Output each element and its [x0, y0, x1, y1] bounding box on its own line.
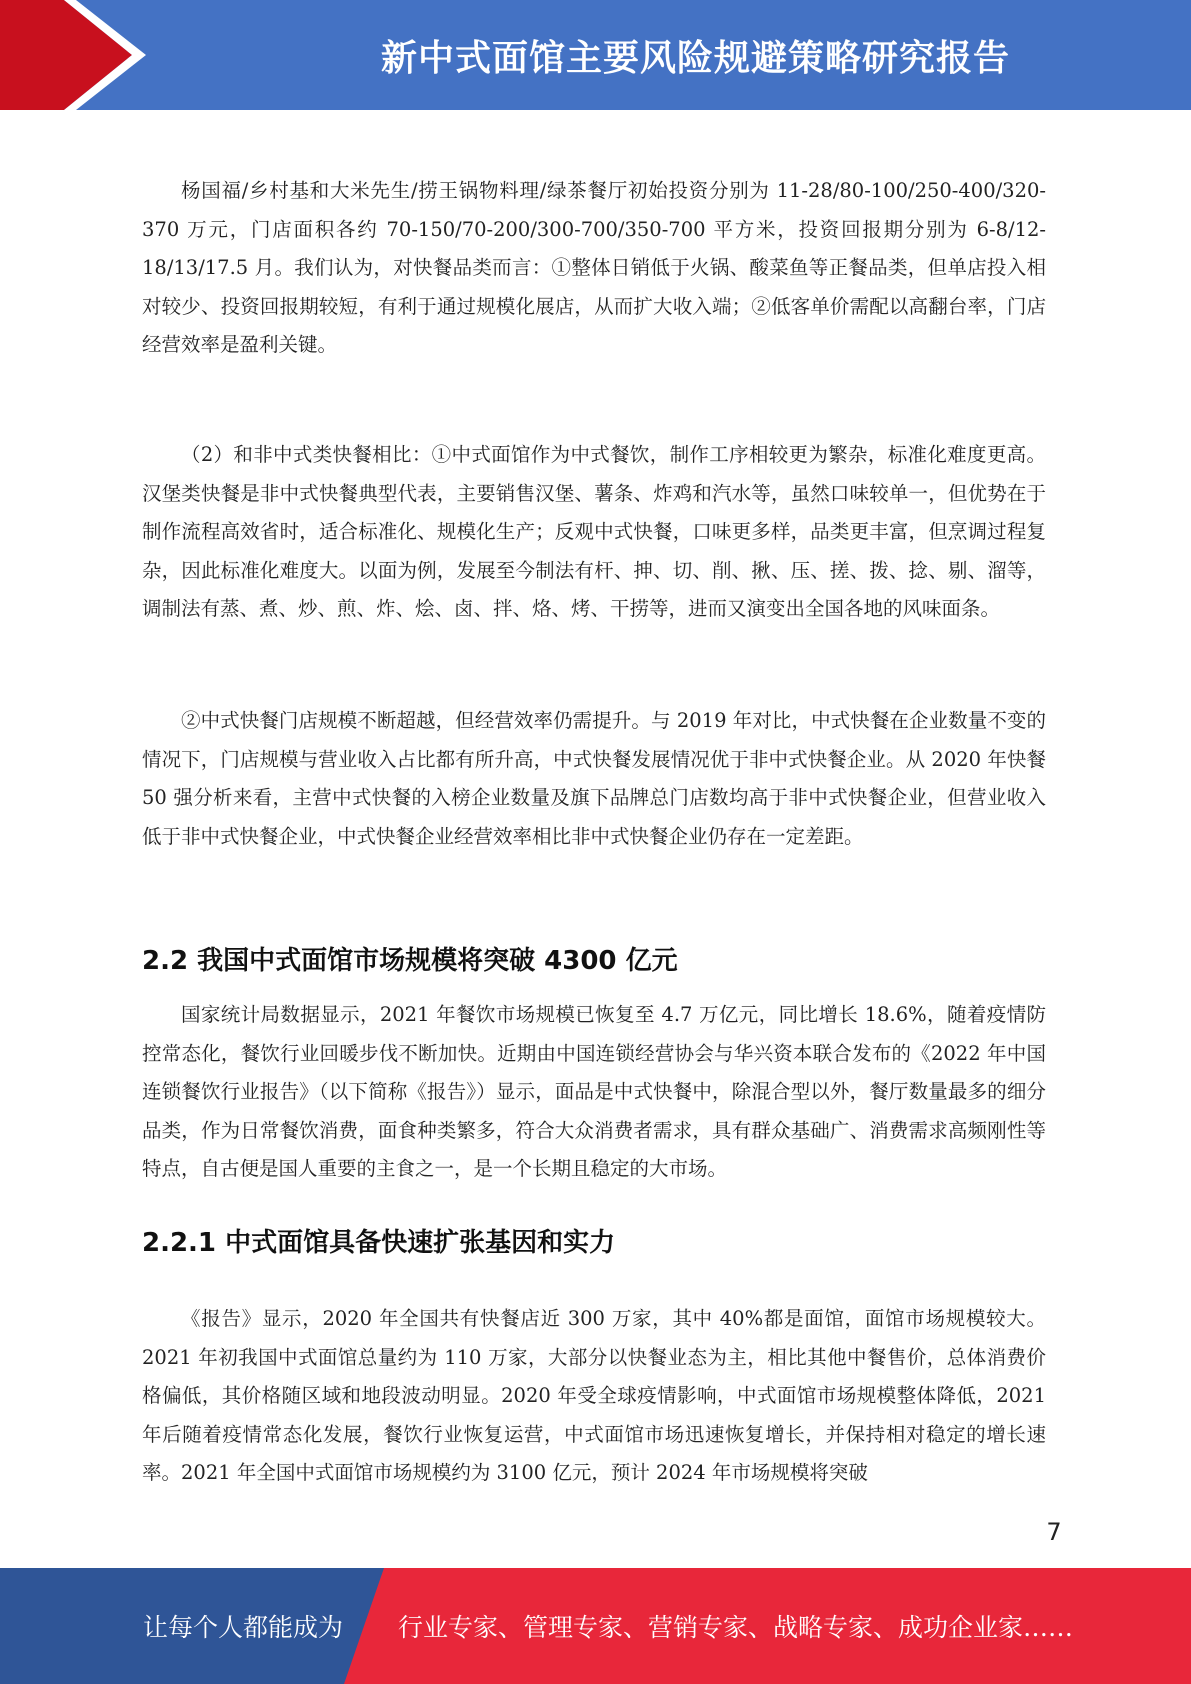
- footer-slogan-right: 行业专家、管理专家、营销专家、战略专家、成功企业家……: [398, 1613, 1074, 1642]
- paragraph-comparison: （2）和非中式类快餐相比：①中式面馆作为中式餐饮，制作工序相较更为繁杂，标准化难度更高。汉堡类快餐是非中式快餐典型代表，主要销售汉堡、薯条、炸鸡和汽水等，虽然口味较单一，但优势在于制作流程高效省时，适合标准化、规模化生产；反观中式快餐，口味更多样，品类更丰富，但烹调过程复杂，因此标准化难度大。以面为例，发展至今制法有杆、抻、切、削、揪、压、搓、拨、捻、剔、溜等，调制法有蒸、煮、炒、煎、炸、烩、卤、拌、烙、烤、干捞等，进而又演变出全国各地的风味面条。: [142, 443, 1046, 620]
- page-number: 7: [1046, 1518, 1062, 1546]
- header-arrow-decoration: [0, 0, 160, 110]
- section-heading-2-2-1: 2.2.1 中式面馆具备快速扩张基因和实力: [142, 1228, 616, 1258]
- page-header: [0, 0, 1191, 110]
- section-heading-2-2: 2.2 我国中式面馆市场规模将突破 4300 亿元: [142, 946, 678, 976]
- paragraph-investment: 杨国福/乡村基和大米先生/捞王锅物料理/绿茶餐厅初始投资分别为 11-28/80-100/250-400/320-370 万元，门店面积各约 70-150/70-200/300-700/350-700 平方米，投资回报期分别为 6-8/12-18/13/17.5 月。我们认为，对快餐品类而言：①整体日销低于火锅、酸菜鱼等正餐品类，但单店投入相对较少、投资回报期较短，有利于通过规模化展店，从而扩大收入端；②低客单价需配以高翻台率，门店经营效率是盈利关键。: [142, 179, 1046, 356]
- footer-slogan-left: 让每个人都能成为: [143, 1613, 344, 1642]
- page-footer: [0, 1568, 1191, 1684]
- paragraph-report-findings: 《报告》显示，2020 年全国共有快餐店近 300 万家，其中 40%都是面馆，面馆市场规模较大。2021 年初我国中式面馆总量约为 110 万家，大部分以快餐业态为主，相比其他中餐售价，总体消费价格偏低，其价格随区域和地段波动明显。2020 年受全球疫情影响，中式面馆市场规模整体降低，2021 年后随着疫情常态化发展，餐饮行业恢复运营，中式面馆市场迅速恢复增长，并保持相对稳定的增长速率。2021 年全国中式面馆市场规模约为 3100 亿元，预计 2024 年市场规模将突破: [142, 1307, 1046, 1484]
- paragraph-efficiency: ②中式快餐门店规模不断超越，但经营效率仍需提升。与 2019 年对比，中式快餐在企业数量不变的情况下，门店规模与营业收入占比都有所升高，中式快餐发展情况优于非中式快餐企业。从 2020 年快餐 50 强分析来看，主营中式快餐的入榜企业数量及旗下品牌总门店数均高于非中式快餐企业，但营业收入低于非中式快餐企业，中式快餐企业经营效率相比非中式快餐企业仍存在一定差距。: [142, 709, 1046, 848]
- paragraph-market-size: 国家统计局数据显示，2021 年餐饮市场规模已恢复至 4.7 万亿元，同比增长 18.6%，随着疫情防控常态化，餐饮行业回暖步伐不断加快。近期由中国连锁经营协会与华兴资本联合发布的《2022 年中国连锁餐饮行业报告》（以下简称《报告》）显示，面品是中式快餐中，除混合型以外，餐厅数量最多的细分品类，作为日常餐饮消费，面食种类繁多，符合大众消费者需求，具有群众基础广、消费需求高频刚性等特点，自古便是国人重要的主食之一，是一个长期且稳定的大市场。: [142, 1003, 1046, 1180]
- document-title: 新中式面馆主要风险规避策略研究报告: [380, 37, 1010, 79]
